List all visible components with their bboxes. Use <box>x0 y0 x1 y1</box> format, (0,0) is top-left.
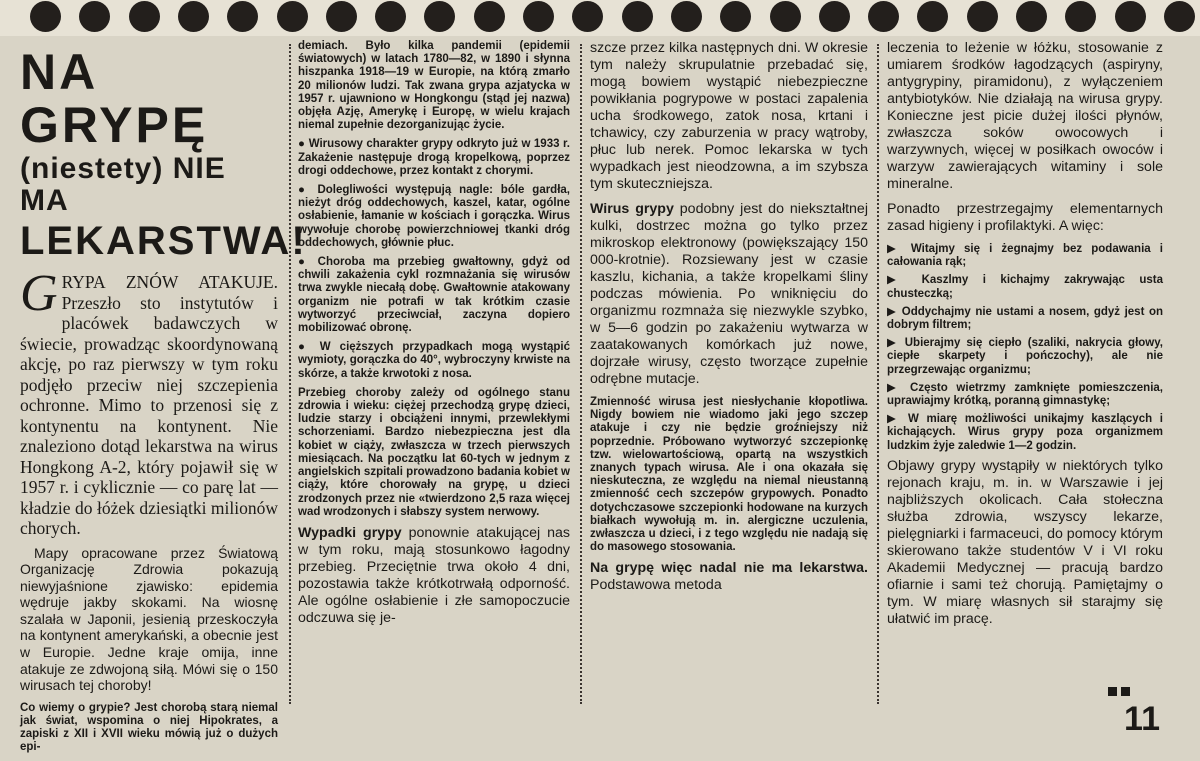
col4-advice-3: ▶ Oddychajmy nie ustami a nosem, gdyż jest on dobrym filtrem; <box>887 305 1163 332</box>
perforation-dot <box>622 1 653 32</box>
perforation-dot <box>30 1 61 32</box>
col1-paragraph-3-lead: Co wiemy o grypie? <box>20 701 131 714</box>
col1-paragraph-3 <box>20 702 278 755</box>
col3-paragraph-2-text: podobny jest do niekształtnej kulki, dostrzec można go tylko przez mikroskop elektronowy (powiększający 150 000-krotnie). Rozsiewany jest w czasie kaszlu, kichania, a także kropelkami śliny podczas mówienia. Po wniknięciu do organizmu rozmnaża się niezwykle szybko, w 5—6 godzin po zakażeniu wytwarza w zaatakowanych komórkach już nowe, dojrzałe wirusy, często tworzące zupełnie odrębne mutacje. <box>590 201 868 387</box>
perforation-dot <box>129 1 160 32</box>
col4-paragraph-1: leczenia to leżenie w łóżku, stosowanie z umiarem środków łagodzących (aspiryny, antygrypiny, piramidonu), z wyłączeniem antybiotyków. Nie działają na wirusa grypy. Konieczne jest picie dużej ilości płynów, zwłaszcza soków owocowych i warzywnych, więcej w posiłkach owoców i warzyw zawierających witaminy i sole mineralne. <box>887 40 1163 192</box>
perforation-dot <box>868 1 899 32</box>
headline-line1: NA GRYPĘ <box>20 44 209 153</box>
col3-paragraph-1: szcze przez kilka następnych dni. W okresie tym należy skrupulatnie przebadać się, mogą bowiem wystąpić niebezpieczne powikłania pogrypowe w postaci zapalenia ucha środkowego, zatok nosa, krtani i tchawicy, czy zaburzenia w pracy wątroby, płuc lub nerek. Pomoc lekarska w tych wypadkach jest nieodzowna, a im szybsza tym skuteczniejsza. <box>590 40 868 192</box>
perforation-strip <box>0 0 1200 36</box>
col4-advice-5: ▶ Często wietrzmy zamknięte pomieszczenia, uprawiajmy krótką, poranną gimnastykę; <box>887 381 1163 408</box>
perforation-dot <box>474 1 505 32</box>
column-3 <box>590 40 868 602</box>
perforation-dot <box>1016 1 1047 32</box>
col2-paragraph-3 <box>298 525 570 627</box>
col3-paragraph-2 <box>590 201 868 388</box>
perforation-dot <box>720 1 751 32</box>
col1-paragraph-3-text: Jest chorobą starą niemal jak świat, wspomina o niej Hipokrates, a zapiski z XII i XVII wieku mówią już o dużych epi- <box>20 701 278 754</box>
col2-paragraph-3-lead: Wypadki grypy <box>298 524 402 541</box>
end-mark-square <box>1121 687 1130 696</box>
column-1 <box>20 40 307 761</box>
column-rule-3 <box>877 44 879 704</box>
perforation-dot <box>770 1 801 32</box>
perforation-dot <box>277 1 308 32</box>
col4-paragraph-2: Ponadto przestrzegajmy elementarnych zasad higieny i profilaktyki. A więc: <box>887 201 1163 234</box>
perforation-dot <box>967 1 998 32</box>
column-rule-1 <box>289 44 291 704</box>
col2-bullet-3: ● Choroba ma przebieg gwałtowny, gdyż od chwili zakażenia cykl rozmnażania się wirusów trwa zwykle niecałą dobę. Gwałtownie atakowany organizm nie potrafi w tak krótkim czasie wytworzyć przeciwciał, zaczyna dopiero mobilizować obronę. <box>298 256 570 335</box>
perforation-dot <box>671 1 702 32</box>
column-rule-2 <box>580 44 582 704</box>
col4-advice-6: ▶ W miarę możliwości unikajmy kaszlących i kichających. Wirus grypy poza organizmem ludzkim żyje zaledwie 1—2 godzin. <box>887 413 1163 452</box>
perforation-dot <box>1115 1 1146 32</box>
lead-text: RYPA ZNÓW ATAKUJE. Przeszło sto instytutów i placówek badawczych w świecie, prowadząc skoordynowaną akcję, po raz pierwszy w tym roku podjęło przeciw niej szczepienia ochronne. Mimo to przenosi się z kontynentu na kontynent. Nie znaleziono dotąd lekarstwa na wirus Hongkong A-2, który pojawił się w 1957 r. i cyklicznie — co parę lat — kładzie do łóżek dziesiątki milionów chorych. <box>20 272 278 538</box>
perforation-dot <box>178 1 209 32</box>
col2-paragraph-2-lead: Przebieg choroby <box>298 386 401 399</box>
end-marks <box>1104 683 1130 701</box>
col2-paragraph-2 <box>298 387 570 519</box>
perforation-dot <box>917 1 948 32</box>
headline-line2: (niestety) NIE MA <box>20 152 226 217</box>
column-4 <box>887 40 1163 636</box>
perforation-dot <box>819 1 850 32</box>
col4-advice-1: ▶ Witajmy się i żegnajmy bez podawania i całowania rąk; <box>887 243 1163 269</box>
col1-paragraph-2: Mapy opracowane przez Światową Organizację Zdrowia pokazują niewyjaśnione zjawisko: epidemia wędruje jakby skokami. Na wiosnę szalała w Japonii, jesienią przeskoczyła na kontynent amerykański, a obecnie jest w Europie. Jedne kraje omija, inne atakuje ze zdwojoną siłą. Mówi się o 150 wirusach tej choroby! <box>20 544 278 694</box>
col2-paragraph-1: demiach. Było kilka pandemii (epidemii światowych) w latach 1780—82, w 1890 i słynna hiszpanka 1918—19 w Europie, na którą zmarło 20 milionów ludzi. Tak zwana grypa azjatycka w 1957 r. ujawniono w Hongkongu (stąd jej nazwa) objęła Azję, Amerykę i Europę, w wielu krajach niemal zupełnie dezorganizując życie. <box>298 40 570 132</box>
col2-paragraph-2-text: zależy od ogólnego stanu zdrowia i wieku: ciężej przechodzą grypę dzieci, ludzie starzy i obciążeni innymi, przewlekłymi schorzeniami. Bardzo niebezpieczna jest dla kobiet w ciąży, zwłaszcza w trzech pierwszych miesiącach. Na początku lat 60-tych w jednym z angielskich szpitali prowadzono badania kobiet w ciąży, które chorowały na grypę, u dzieci zrodzonych przez nie «twierdzono 2,5 raza więcej wad wrodzonych i słabszy system nerwowy. <box>298 386 570 518</box>
col2-paragraph-3-text: ponownie atakującej nas w tym roku, mają stosunkowo łagodny przebieg. Przeciętnie trwa około 4 dni, pozostawia także krótkotrwałą odporność. Ale ogólne osłabienie i złe samopoczucie odczuwa się je- <box>298 524 570 626</box>
col3-paragraph-4-lead: Na grypę więc nadal nie ma lekarstwa. <box>590 560 868 577</box>
page-number: 11 <box>1124 700 1160 738</box>
drop-cap: G <box>20 265 58 322</box>
perforation-dot <box>1164 1 1195 32</box>
column-2 <box>298 40 570 635</box>
perforation-dot <box>424 1 455 32</box>
col4-paragraph-3: Objawy grypy wystąpiły w niektórych tylko rejonach kraju, m. in. w Warszawie i jej najbliższych okolicach. Cała stołeczna służba zdrowia, wszyscy lekarze, pielęgniarki i farmaceuci, do pomocy którym skierowano także studentów V i VI roku Akademii Medycznej — pracują bardzo ofiarnie i sami też chorują. Pamiętajmy o tym. W miarę własnych sił starajmy się ułatwić im pracę. <box>887 457 1163 627</box>
headline-line3: LEKARSTWA! <box>20 219 307 263</box>
col3-paragraph-4-text: Podstawowa metoda <box>590 577 722 594</box>
perforation-dot <box>227 1 258 32</box>
lead-paragraph <box>20 265 278 539</box>
perforation-dot <box>79 1 110 32</box>
col2-bullet-1: ● Wirusowy charakter grypy odkryto już w 1933 r. Zakażenie następuje drogą kropelkową, poprzez drogi oddechowe, przez kontakt z chorymi. <box>298 138 570 177</box>
perforation-dot <box>523 1 554 32</box>
col4-advice-4: ▶ Ubierajmy się ciepło (szaliki, nakrycia głowy, ciepłe skarpety i pończochy), ale nie przegrzewając organizmu; <box>887 337 1163 376</box>
col2-bullet-4: ● W cięższych przypadkach mogą wystąpić wymioty, gorączka do 40°, wybroczyny krwiste na skórze, a także krwotoki z nosa. <box>298 341 570 380</box>
end-mark-square <box>1108 687 1117 696</box>
perforation-dot <box>375 1 406 32</box>
perforation-dot <box>326 1 357 32</box>
perforation-dot <box>572 1 603 32</box>
col3-paragraph-3: Zmienność wirusa jest niesłychanie kłopotliwa. Nigdy bowiem nie wiadomo jaki jego szczep atakuje i czy nie będzie groźniejszy niż poprzednie. Próbowano wytworzyć szczepionkę tzw. wielowartościową, opartą na wszystkich znanych typach wirusa. Ale i ona okazała się nieskuteczna, ze względu na niemal nieustanną zmienność cech szczepów grypowych. Ponadto dotychczasowe szczepionki hodowane na kurzych białkach wywołują m. in. alergiczne uczulenia, zwłaszcza u dzieci, i z tego względu nie nadają się do masowego stosowania. <box>590 396 868 554</box>
col3-paragraph-4 <box>590 560 868 594</box>
col3-paragraph-2-lead: Wirus grypy <box>590 201 674 217</box>
perforation-dot <box>1065 1 1096 32</box>
col4-advice-2: ▶ Kaszlmy i kichajmy zakrywając usta chusteczką; <box>887 274 1163 300</box>
col2-bullet-2: ● Dolegliwości występują nagle: bóle gardła, nieżyt dróg oddechowych, kaszel, katar, ogólne osłabienie, łamanie w kościach i gorączka. Wirus wywołuje chorobę powierzchniowej tkanki dróg oddechowych, głównie płuc. <box>298 184 570 249</box>
